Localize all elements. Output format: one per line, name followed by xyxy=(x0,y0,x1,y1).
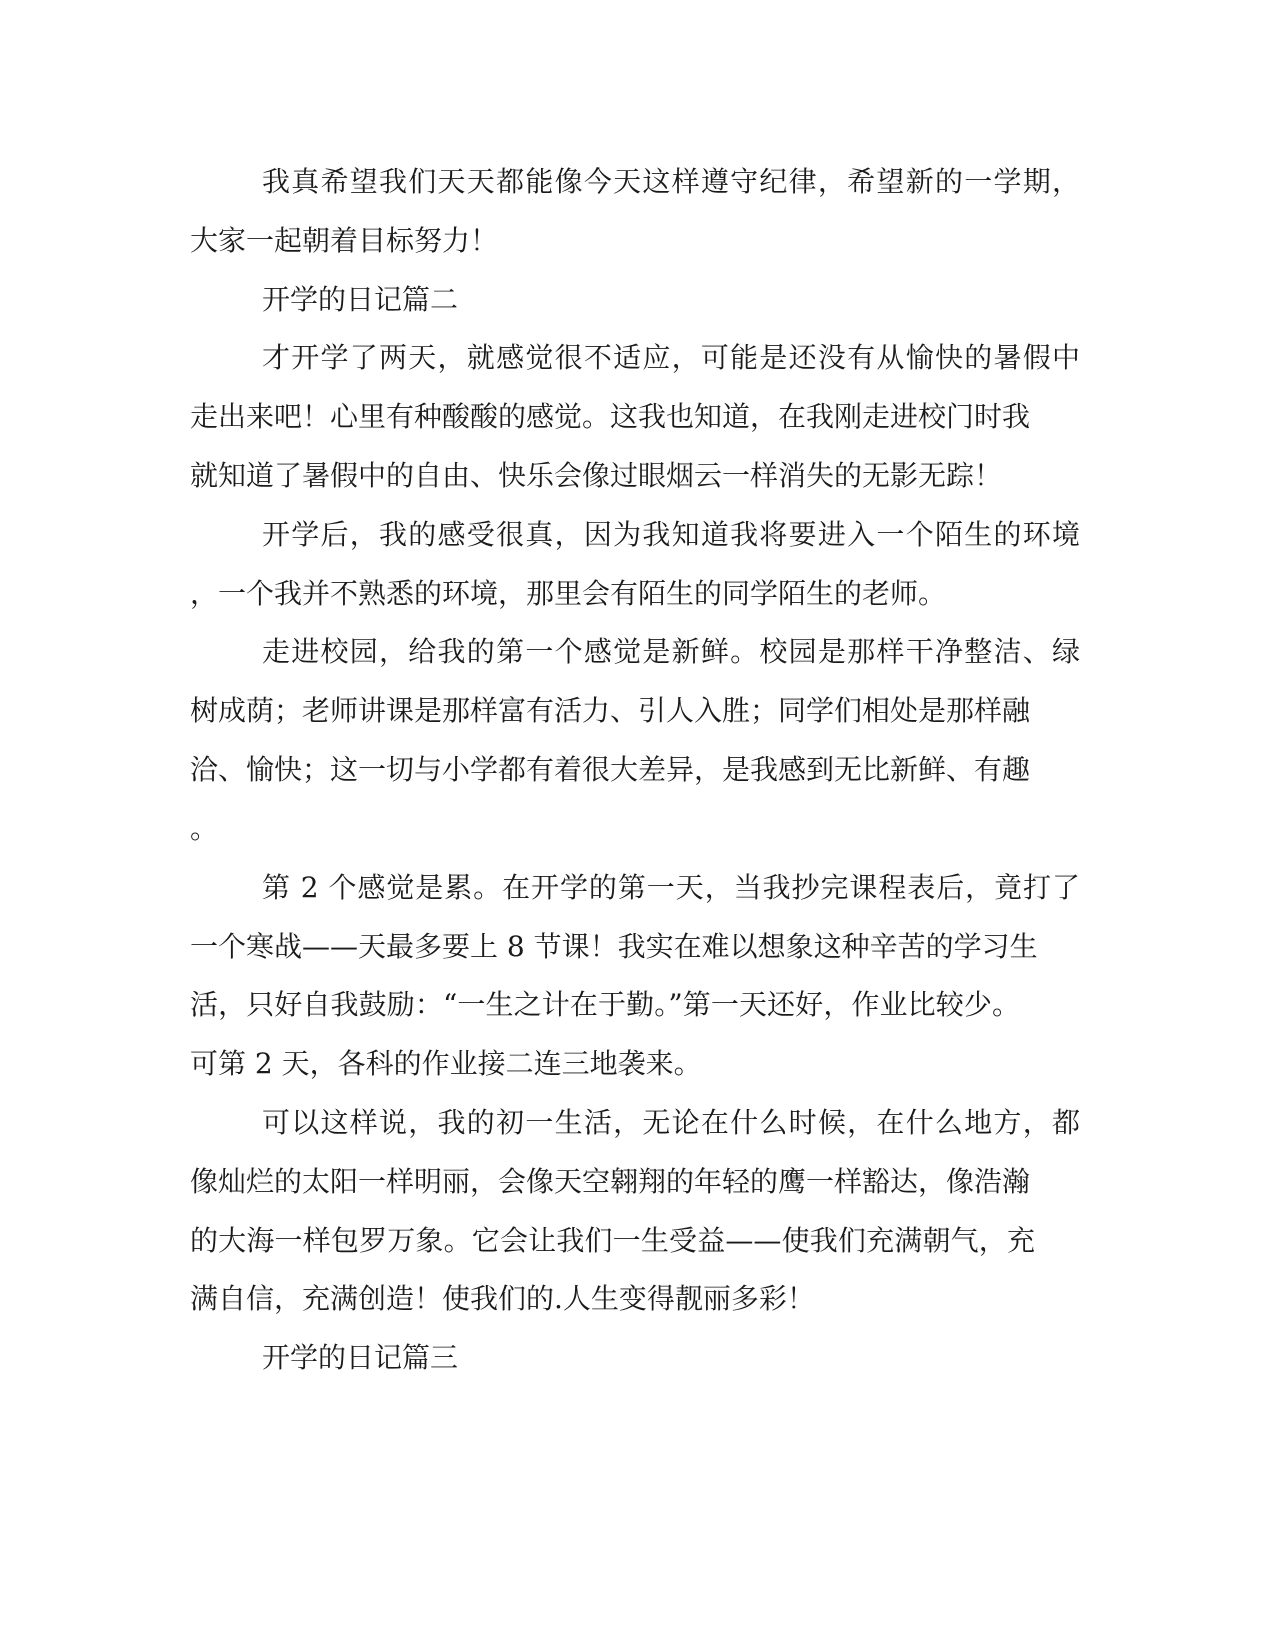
paragraph-line: 洽、愉快；这一切与小学都有着很大差异，是我感到无比新鲜、有趣 xyxy=(190,753,1031,786)
paragraph-line: 树成荫；老师讲课是那样富有活力、引人入胜；同学们相处是那样融 xyxy=(190,694,1031,727)
paragraph-line: 走出来吧！心里有种酸酸的感觉。这我也知道，在我刚走进校门时我 xyxy=(190,400,1031,433)
paragraph-line: 满自信，充满创造！使我们的.人生变得靓丽多彩！ xyxy=(190,1282,815,1315)
paragraph-line: 可以这样说，我的初一生活，无论在什么时候，在什么地方，都 xyxy=(262,1106,1080,1139)
paragraph-line: 才开学了两天，就感觉很不适应，可能是还没有从愉快的暑假中 xyxy=(262,341,1080,374)
paragraph-line: 像灿烂的太阳一样明丽，会像天空翱翔的年轻的鹰一样豁达，像浩瀚 xyxy=(190,1165,1031,1198)
paragraph-line: 开学后，我的感受很真，因为我知道我将要进入一个陌生的环境 xyxy=(262,518,1080,551)
paragraph-line: 就知道了暑假中的自由、快乐会像过眼烟云一样消失的无影无踪！ xyxy=(190,459,1003,492)
paragraph-line: 。 xyxy=(190,812,219,845)
paragraph-line: 一个寒战——天最多要上 8 节课！我实在难以想象这种辛苦的学习生 xyxy=(190,930,1038,963)
paragraph-line: 大家一起朝着目标努力！ xyxy=(190,224,499,257)
section-heading: 开学的日记篇二 xyxy=(262,283,459,316)
paragraph-line: 可第 2 天，各科的作业接二连三地袭来。 xyxy=(190,1047,702,1080)
paragraph-line: 的大海一样包罗万象。它会让我们一生受益——使我们充满朝气，充 xyxy=(190,1224,1035,1257)
paragraph-line: 活，只好自我鼓励：“一生之计在于勤。”第一天还好，作业比较少。 xyxy=(190,988,1020,1021)
paragraph-line: 我真希望我们天天都能像今天这样遵守纪律，希望新的一学期， xyxy=(262,165,1080,198)
section-heading: 开学的日记篇三 xyxy=(262,1341,459,1374)
paragraph-line: 走进校园，给我的第一个感觉是新鲜。校园是那样干净整洁、绿 xyxy=(262,635,1080,668)
paragraph-line: ，一个我并不熟悉的环境，那里会有陌生的同学陌生的老师。 xyxy=(190,577,947,610)
paragraph-line: 第 2 个感觉是累。在开学的第一天，当我抄完课程表后，竟打了 xyxy=(262,871,1080,904)
